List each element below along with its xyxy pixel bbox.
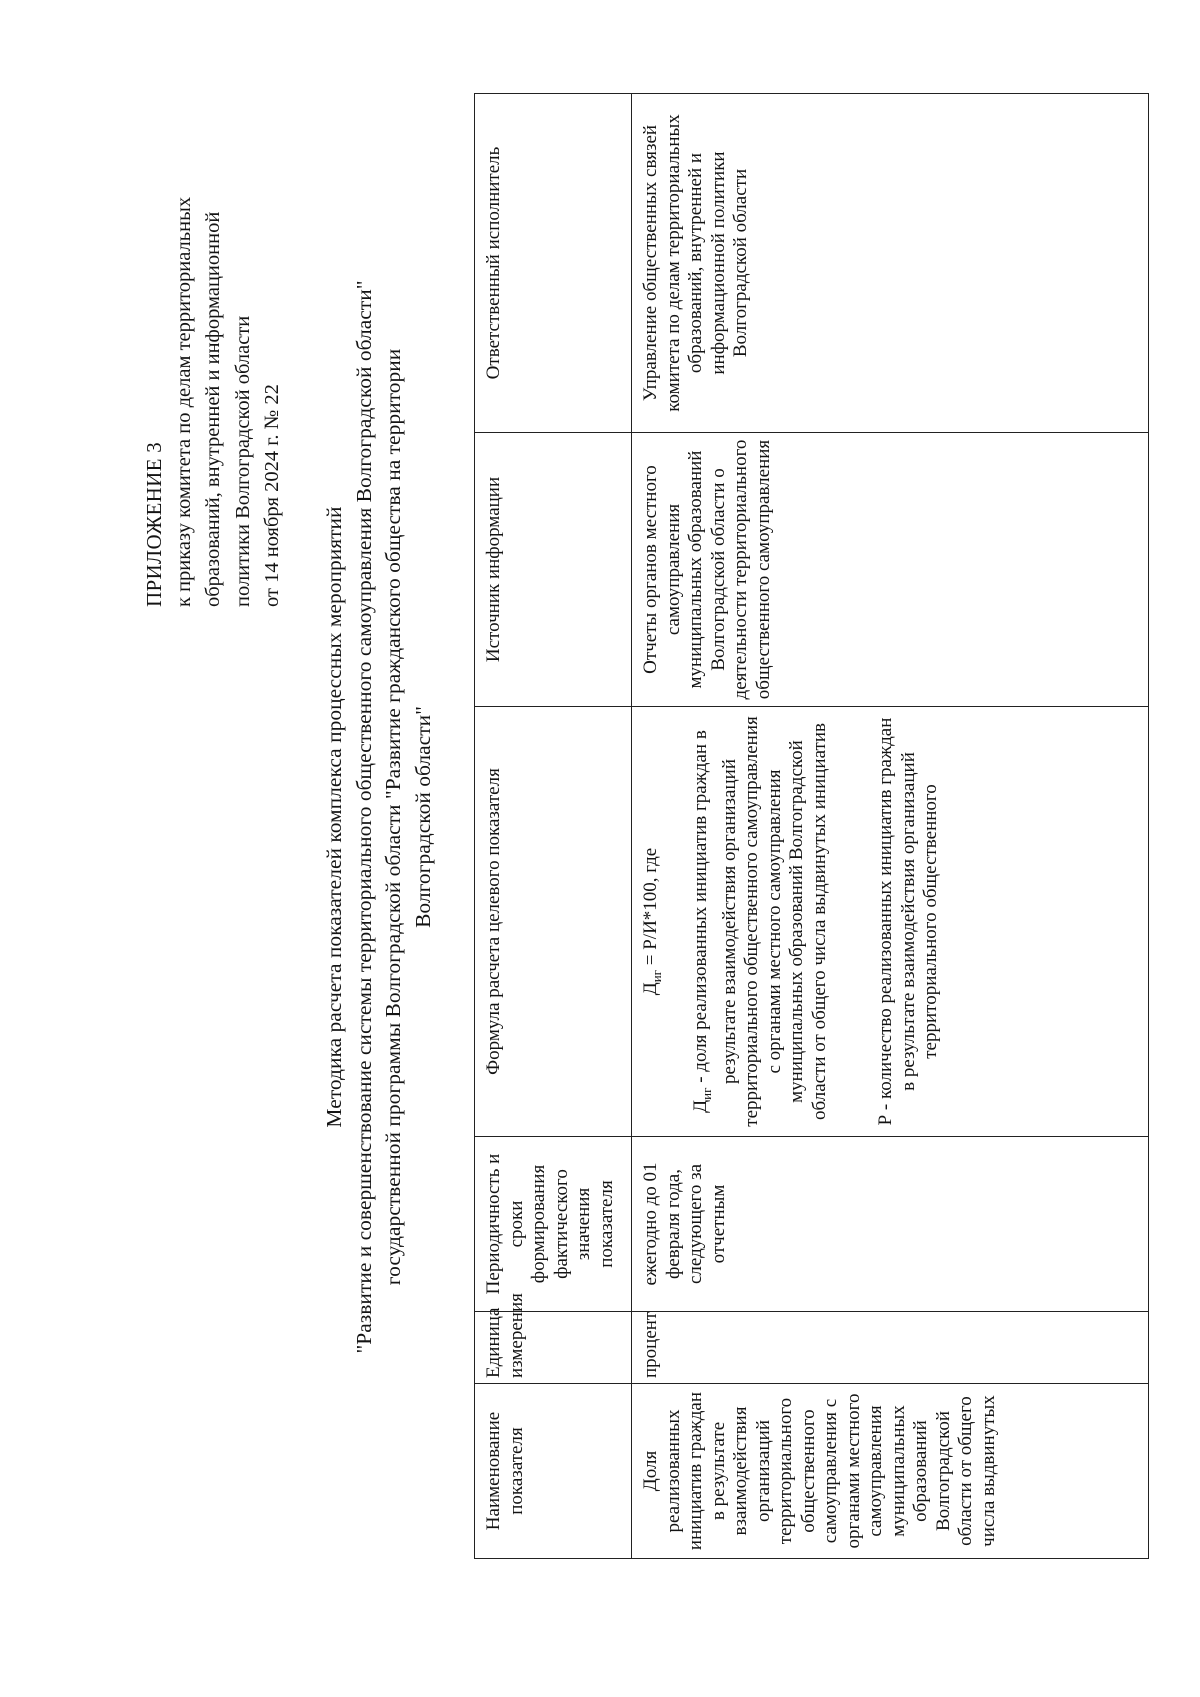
heading-line: Волгоградской области" [410,706,435,928]
formula-expression: $Д_{иг} = Р/И*100$, где [640,847,664,996]
heading-line: государственной программы Волгоградской области "Развитие гражданского общества на территории [381,348,405,1286]
formula-definition-r: Р - количество реализованных инициатив граждан в результате взаимодействия организаций территориального общественного [875,717,942,1126]
cell-formula [632,707,1149,1137]
header-period: Периодичность и сроки формирования фактического значения показателя [475,1137,632,1312]
approval-line: политики Волгоградской области [231,315,254,607]
cell-unit: процент [632,1312,1149,1384]
table-header-row [475,94,632,1559]
header-unit: Единица измерения [475,1312,632,1384]
header-source: Источник информации [475,433,632,707]
appendix-title: ПРИЛОЖЕНИЕ 3 [142,441,166,607]
approval-line: образований, внутренней и информационной [202,211,224,607]
cell-name: Доля реализованных инициатив граждан в результате взаимодействия организаций территориального общественного самоуправления с органами местного самоуправления муниципальных образований Волгоградской области от общего числа выдвинутых [632,1384,1149,1559]
table-row [632,94,1149,1559]
header-formula: Формула расчета целевого показателя [475,707,632,1137]
heading-line: "Развитие и совершенствование системы территориального общественного самоуправления Волгоградской области" [351,280,376,1354]
heading-line: Методика расчета показателей комплекса процессных мероприятий [322,506,346,1128]
approval-line: к приказу комитета по делам территориальных [172,196,195,607]
header-executor: Ответственный исполнитель [475,94,632,433]
formula-definition-d: $Д_{иг}$ - доля реализованных инициатив граждан в результате взаимодействия организаций территориального общественного самоуправления с органами местного самоуправления муниципальных образований Волгоградской области от общего числа выдвинутых инициатив [690,716,830,1127]
document-heading [320,117,438,1517]
cell-executor: Управление общественных связей комитета по делам территориальных образований, внутренней и информационной политики Волгоградской области [632,94,1149,433]
cell-period: ежегодно до 01 февраля года, следующего за отчетным [632,1137,1149,1312]
approval-date-line: от 14 ноября 2024 г. № 22 [261,384,283,607]
indicators-table [474,93,1149,1559]
header-name: Наименование показателя [475,1384,632,1559]
cell-source: Отчеты органов местного самоуправления муниципальных образований Волгоградской области о деятельности территориального общественного самоуправления [632,433,1149,707]
approval-block [140,137,288,607]
